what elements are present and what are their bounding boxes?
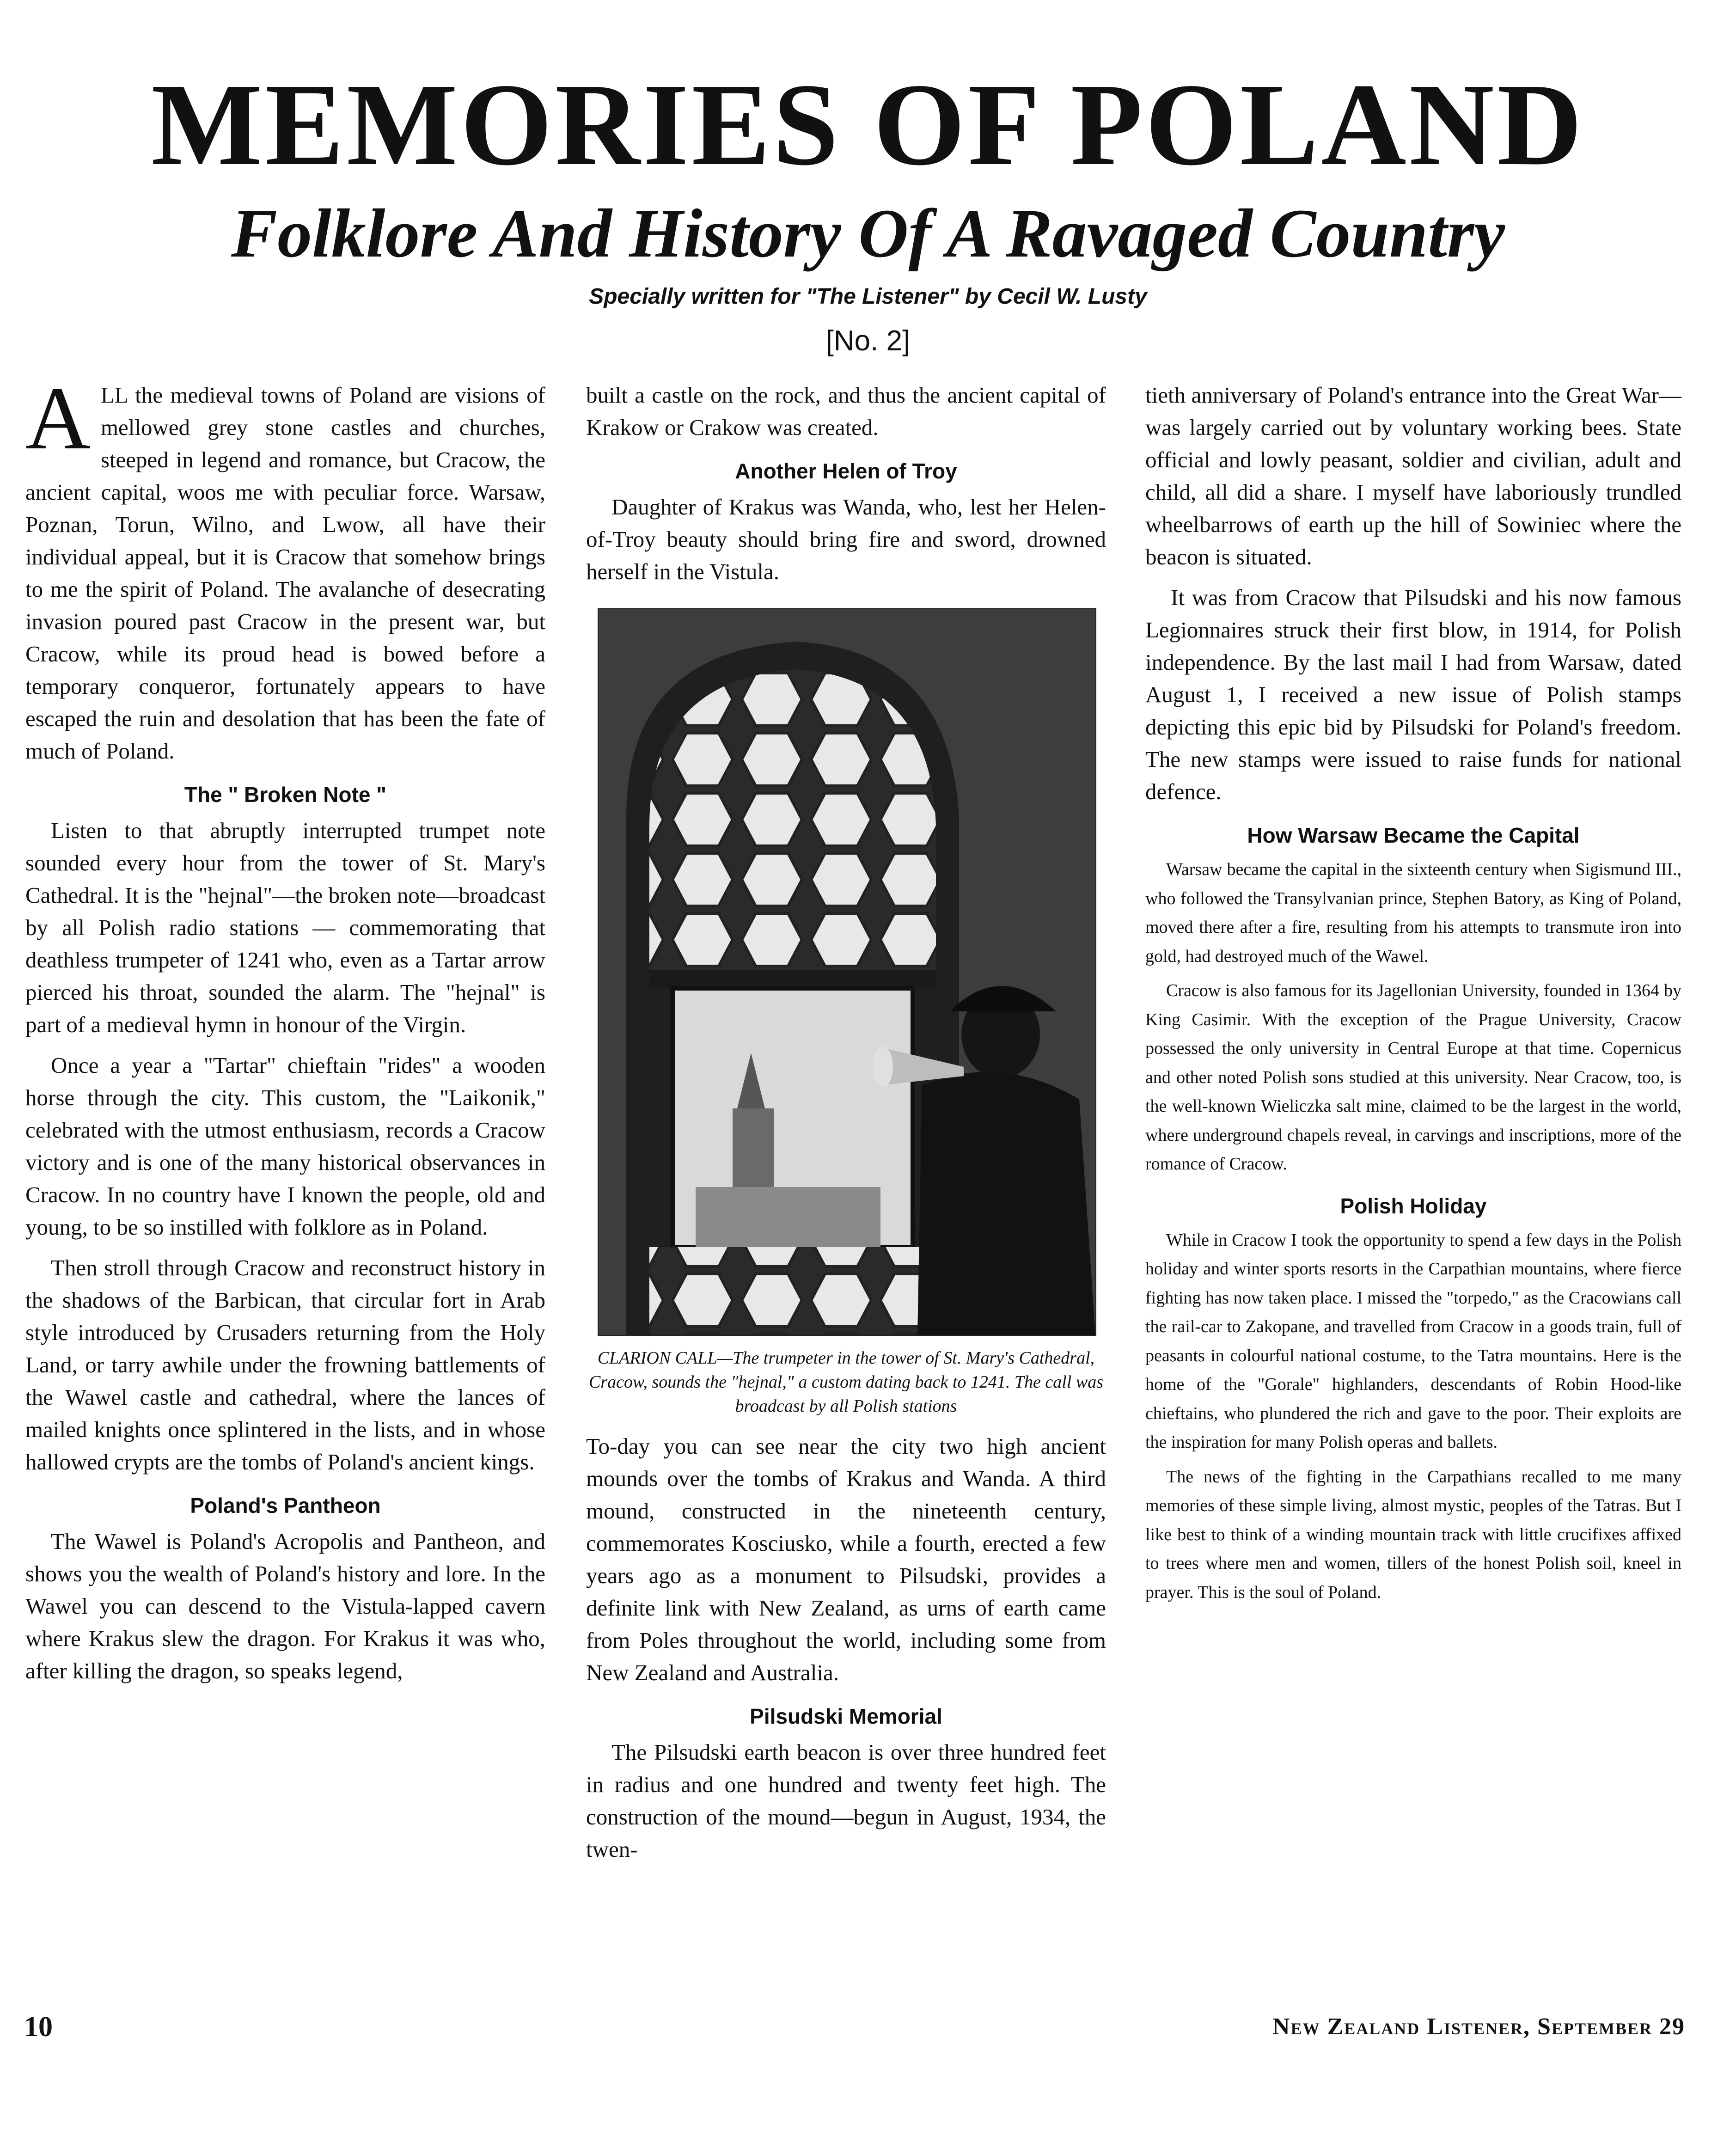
photo-caption: CLARION CALL—The trumpeter in the tower of St. Mary's Cathedral, Cracow, sounds the "hejnal," a custom dating back to 1241. The call was broadcast by all Polish stations	[588, 1348, 1104, 1416]
paragraph: Cracow is also famous for its Jagellonian University, founded in 1364 by King Casimir. With the exception of the Prague University, Cracow possessed the only university in Central Europe at that time. Copernicus and other noted Polish sons studied at this university. Near Cracow, too, is the well-known Wieliczka salt mine, claimed to be the largest in the world, where underground chapels reveal, in carvings and inscriptions, more of the romance of Cracow.	[1145, 981, 1681, 1174]
paragraph: The Wawel is Poland's Acropolis and Pantheon, and shows you the wealth of Poland's history and lore. In the Wawel you can descend to the Vistula-lapped cavern where Krakus slew the dragon. For Krakus it was who, after killing the dragon, so speaks legend,	[25, 1529, 545, 1683]
paragraph: Warsaw became the capital in the sixteenth century when Sigismund III., who followed the Transylvanian prince, Stephen Batory, as King of Poland, moved there after a fire, resulting from his attempts to transmute iron into gold, had destroyed much of the Wawel.	[1145, 860, 1681, 966]
byline: Specially written for "The Listener" by Cecil W. Lusty	[589, 284, 1147, 309]
paragraph: tieth anniversary of Poland's entrance into the Great War—was largely carried out by voluntary working bees. State official and lowly peasant, soldier and civilian, adult and child, all did a share. I myself have laboriously trundled wheelbarrows of earth up the hill of Sowiniec where the beacon is situated.	[1145, 382, 1681, 569]
subheading: Another Helen of Troy	[735, 459, 957, 483]
column-2	[586, 379, 1106, 1992]
paragraph: ALL the medieval towns of Poland are visions of mellowed grey stone castles and churches, steeped in legend and romance, but Cracow, the ancient capital, woos me with peculiar force. Warsaw, Poznan, Torun, Wilno, and Lwow, all have their individual appeal, but it is Cracow that somehow brings to me the spirit of Poland. The avalanche of desecrating invasion poured past Cracow in the present war, but Cracow, while its proud head is bowed before a temporary conqueror, fortunately appears to have escaped the ruin and desolation that has been the fate of much of Poland.	[25, 379, 545, 764]
paragraph: The Pilsudski earth beacon is over three hundred feet in radius and one hundred and twenty feet high. The construction of the mound—begun in August, 1934, the twen-	[586, 1739, 1106, 1862]
publication-footer: New Zealand Listener, September 29	[1272, 2013, 1685, 2040]
issue-number: [No. 2]	[825, 325, 911, 357]
subheading: Poland's Pantheon	[190, 1493, 381, 1518]
subheading: How Warsaw Became the Capital	[1247, 823, 1580, 847]
subheading: Pilsudski Memorial	[750, 1704, 942, 1728]
article-title: MEMORIES OF POLAND	[151, 60, 1585, 190]
page-number: 10	[24, 2011, 53, 2043]
paragraph: While in Cracow I took the opportunity to spend a few days in the Polish holiday and winter sports resorts in the Carpathian mountains, where fierce fighting has now taken place. I missed the "torpedo," as the Cracowians call the rail-car to Zakopane, and travelled from Cracow in a goods train, full of peasants in colourful national costume, to the Tatra mountains. Here is the home of the "Gorale" highlanders, descendants of Robin Hood-like chieftains, who plundered the rich and gave to the poor. Their exploits are the inspiration for many Polish operas and ballets.	[1145, 1230, 1681, 1452]
subheading: The " Broken Note "	[184, 783, 387, 807]
paragraph: The news of the fighting in the Carpathians recalled to me many memories of these simple living, almost mystic, peoples of the Tatras. But I like best to think of a winding mountain track with little crucifixes affixed to trees where men and women, tillers of the honest Polish soil, kneel in prayer. This is the soul of Poland.	[1145, 1467, 1681, 1602]
paragraph: To-day you can see near the city two high ancient mounds over the tombs of Krakus and Wanda. A third mound, constructed in the nineteenth century, commemorates Kosciusko, while a fourth, erected a few years ago as a monument to Pilsudski, provides a definite link with New Zealand, as urns of earth came from Poles throughout the world, including some from New Zealand and Australia.	[586, 1433, 1106, 1685]
subheading: Polish Holiday	[1340, 1193, 1487, 1218]
trumpeter-photo	[598, 608, 1096, 1336]
paragraph: It was from Cracow that Pilsudski and his now famous Legionnaires struck their first blow, in 1914, for Polish independence. By the last mail I had from Warsaw, dated August 1, I received a new issue of Polish stamps depicting this epic bid by Pilsudski for Poland's freedom. The new stamps were issued to raise funds for national defence.	[1145, 585, 1681, 804]
paragraph: Daughter of Krakus was Wanda, who, lest her Helen-of-Troy beauty should bring fire and sword, drowned herself in the Vistula.	[586, 494, 1106, 584]
paragraph: Listen to that abruptly interrupted trumpet note sounded every hour from the tower of St. Mary's Cathedral. It is the "hejnal"—the broken note—broadcast by all Polish radio stations — commemorating that deathless trumpeter of 1241 who, even as a Tartar arrow pierced his throat, sounded the alarm. The "hejnal" is part of a medieval hymn in honour of the Virgin.	[25, 818, 545, 1037]
column-3	[1145, 379, 1681, 1992]
paragraph: Then stroll through Cracow and reconstruct history in the shadows of the Barbican, that circular fort in Arab style introduced by Crusaders returning from the Holy Land, or tarry awhile under the frowning battlements of the Wawel castle and cathedral, where the lances of mailed knights once splintered in the lists, and in whose hallowed crypts are the tombs of Poland's ancient kings.	[25, 1255, 545, 1475]
paragraph: built a castle on the rock, and thus the ancient capital of Krakow or Crakow was created.	[586, 382, 1106, 440]
drop-cap: A	[25, 379, 91, 468]
paragraph: Once a year a "Tartar" chieftain "rides" a wooden horse through the city. This custom, the "Laikonik," celebrated with the utmost enthusiasm, records a Cracow victory and is one of the many historical observances in Cracow. In no country have I known the people, old and young, to be so instilled with folklore as in Poland.	[25, 1053, 545, 1240]
article-subtitle: Folklore And History Of A Ravaged Country	[231, 195, 1505, 272]
column-1	[25, 379, 545, 1992]
